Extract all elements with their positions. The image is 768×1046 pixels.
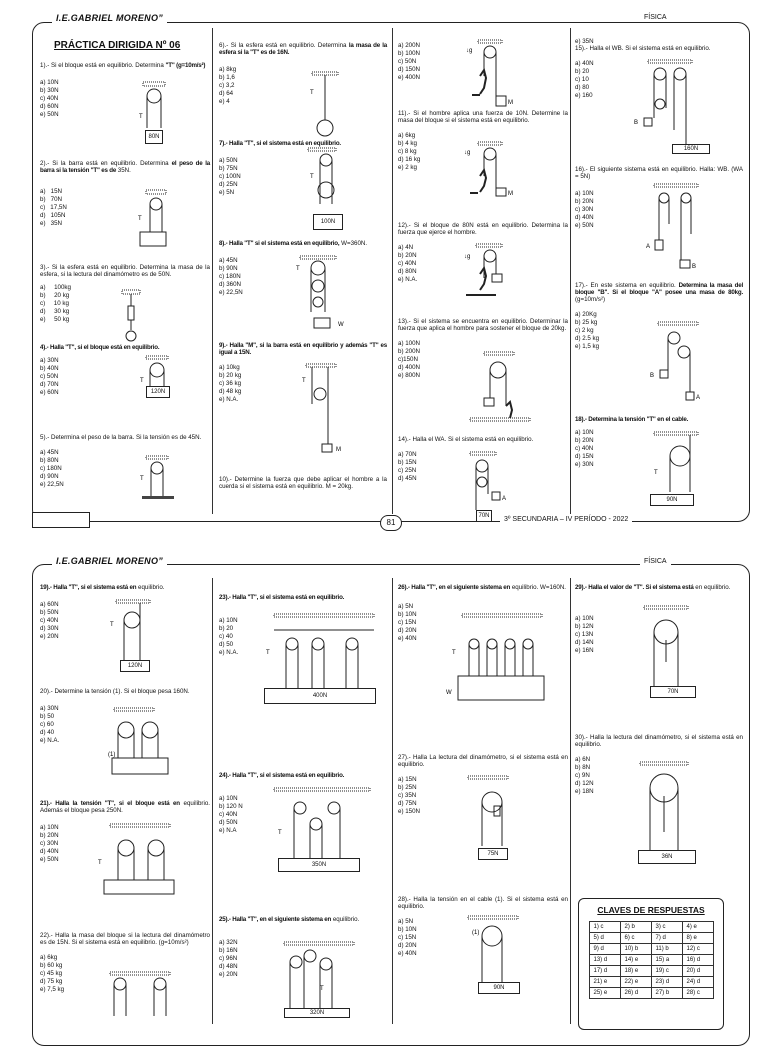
block-weight: 70N — [476, 510, 492, 522]
question-2: 2).- Si la barra está en equilibrio. Determina el peso de la barra si la tensión "T" es de 35N. a) 15N b) 70N c) 17,5N d) 105N e) 35N — [40, 160, 210, 228]
man-pulley-diagram — [462, 244, 522, 300]
question-11: 11).- Si el hombre aplica una fuerza de 10N. Determine la masa del bloque si el sistema está en equilibrio. a) 6kg b) 4 kg c) 8 kg d) 16 kg e) 2 kg — [398, 110, 568, 172]
answer-key-cell: 9) d — [589, 944, 620, 955]
answer-key-row — [589, 922, 713, 933]
pulley-diagram — [298, 148, 348, 218]
answer-options: a) 10N b) 20N c) 30N d) 40N e) 50N — [575, 190, 594, 230]
answer-options: a) 60N b) 50N c) 40N d) 30N e) 20N — [40, 601, 59, 641]
question-28: 28).- Halla la tensión en el cable (1). Si el sistema está en equilibrio. a) 5N b) 10N c) 15N d) 20N e) 40N — [398, 896, 568, 958]
pulley-system-diagram — [650, 322, 714, 402]
answer-key-cell: 11) b — [651, 944, 682, 955]
svg-text:T: T — [110, 622, 114, 628]
question-13: 13).- Si el sistema se encuentra en equilibrio. Determinar la fuerza que aplica el hombre para sostener el bloque de 20kg. a) 100N b) 200N c)150N d) 400N e) 800N — [398, 318, 568, 380]
question-30: 30).- Halla la lectura del dinamómetro, si el sistema está en equilibrio. a) 6N b) 8N c) 9N d) 12N e) 18N — [575, 734, 743, 796]
answer-key — [578, 898, 724, 1030]
answer-options: a) 10N b) 30N c) 40N d) 60N e) 50N — [40, 79, 59, 119]
man-pulley-diagram — [470, 352, 540, 424]
man-pulley-diagram — [462, 40, 522, 106]
svg-text:T: T — [654, 470, 658, 476]
block-weight: 36N — [638, 850, 696, 864]
svg-text:↓g: ↓g — [464, 150, 471, 156]
answer-key-cell: 14) e — [620, 955, 651, 966]
dynamometer-diagram — [122, 290, 152, 350]
answer-key-cell: 13) d — [589, 955, 620, 966]
answer-key-cell: 22) e — [620, 977, 651, 988]
svg-text:A: A — [696, 395, 701, 401]
block-weight: 75N — [478, 848, 508, 860]
block-weight: 400N — [264, 688, 376, 704]
answer-key-row — [589, 933, 713, 944]
block-weight: 120N — [120, 660, 150, 672]
question-8: 8).- Halla "T" si el sistema está en equilibrio, W=360N. a) 45N b) 90N c) 180N d) 360N e) 22,5N — [219, 240, 387, 297]
header-subject: FÍSICA — [640, 558, 671, 565]
answer-key-cell: 27) b — [651, 988, 682, 999]
answer-options: a) 70N b) 15N c) 25N d) 45N — [398, 451, 417, 483]
pulley-system-diagram — [100, 708, 180, 778]
answer-key-cell: 21) e — [589, 977, 620, 988]
answer-key-cell: 6) c — [620, 933, 651, 944]
answer-options: a) 32N b) 16N c) 96N d) 48N e) 20N — [219, 939, 238, 979]
question-14: 14).- Halla el WA. Si el sistema está en equilibrio. a) 70N b) 15N c) 25N d) 45N — [398, 436, 568, 483]
answer-options: a) 5N b) 10N c) 15N d) 20N e) 40N — [398, 603, 417, 643]
column-divider — [212, 578, 213, 1024]
answer-options: a) 10N b) 120 N c) 40N d) 50N e) N.A — [219, 795, 243, 835]
block-weight: 90N — [650, 494, 694, 506]
pulley-block-diagram — [462, 452, 522, 512]
answer-options: a) 50N b) 75N c) 100N d) 25N e) 5N — [219, 157, 241, 197]
answer-options: a) 40N b) 20 c) 10 d) 80 e) 160 — [575, 60, 594, 100]
answer-options: a) 30N b) 50 c) 60 d) 40 e) N.A. — [40, 705, 60, 745]
pulley-system-diagram — [292, 256, 352, 336]
question-20: 20).- Determine la tensión (1). Si el bloque pesa 160N. a) 30N b) 50 c) 60 d) 40 e) N.A. — [40, 688, 210, 745]
svg-text:A: A — [502, 496, 507, 502]
answer-key-cell: 4) e — [682, 922, 713, 933]
svg-text:T: T — [139, 114, 143, 120]
answer-key-row — [589, 977, 713, 988]
answer-key-cell: 26) d — [620, 988, 651, 999]
answer-options: a) 45N b) 80N c) 180N d) 90N e) 22,5N — [40, 449, 64, 489]
svg-text:↓g: ↓g — [464, 254, 471, 260]
pulley-diagram — [110, 600, 170, 664]
answer-options: a) 100N b) 200N c)150N d) 400N e) 800N — [398, 340, 421, 380]
answer-options: a) 8kg b) 1,6 c) 3,2 d) 64 e) 4 — [219, 66, 237, 106]
block-weight: 100N — [313, 214, 343, 230]
answer-options: a) 45N b) 90N c) 180N d) 360N e) 22,5N — [219, 257, 243, 297]
bar-pulley-diagram — [298, 364, 362, 458]
answer-key-row — [589, 988, 713, 999]
answer-options: a) 10N b) 20N c) 30N d) 40N e) 50N — [40, 824, 59, 864]
pulley-system-diagram — [270, 788, 380, 864]
answer-key-cell: 25) e — [589, 988, 620, 999]
answer-options: a) 10kg b) 20 kg c) 36 kg d) 48 kg e) N.A. — [219, 364, 242, 404]
answer-key-cell: 12) c — [682, 944, 713, 955]
column-divider — [570, 578, 571, 1024]
answer-key-row — [589, 944, 713, 955]
bar-diagram — [138, 190, 178, 250]
answer-options: a) 20Kg b) 25 kg c) 2 kg d) 2.5 kg e) 1,5 kg — [575, 311, 600, 351]
column-divider — [212, 28, 213, 514]
worksheet-page-2 — [0, 540, 768, 1024]
answer-key-cell: 10) b — [620, 944, 651, 955]
page-number: 81 — [380, 515, 402, 531]
column-divider — [570, 28, 571, 514]
block-weight: 80N — [145, 130, 163, 144]
svg-text:W: W — [338, 322, 344, 328]
svg-text:M: M — [508, 191, 513, 197]
answer-options: a) 30N b) 40N c) 50N d) 70N e) 60N — [40, 357, 59, 397]
column-divider — [392, 28, 393, 514]
previous-option: e) 35N — [575, 38, 594, 45]
svg-text:W: W — [446, 690, 452, 696]
answer-key-cell: 8) e — [682, 933, 713, 944]
answer-options: a) 100kg b) 20 kg c) 10 kg d) 30 kg e) 50 kg — [40, 284, 71, 324]
question-6: 6).- Si la esfera está en equilibrio. Determina la masa de la esfera si la "T" es de 16N. a) 8kg b) 1,6 c) 3,2 d) 64 e) 4 — [219, 42, 387, 106]
answer-options: a) 10N b) 20N c) 40N d) 15N e) 30N — [575, 429, 594, 469]
block-weight: 160N — [672, 144, 710, 154]
question-15: e) 35N 15).- Halla el WB. Si el sistema está en equilibrio. a) 40N b) 20 c) 10 d) 80 e) 160 — [575, 38, 743, 100]
question-3: 3).- Si la esfera está en equilibrio. Determina la masa de la esfera, si la lectura del dinamómetro es de 50N. a) 100kg b) 20 kg c) 10 kg d) 30 kg e) 50 kg — [40, 264, 210, 324]
pulley-diagram — [640, 606, 700, 686]
answer-options: a) 6kg b) 60 kg c) 45 kg d) 75 kg e) 7,5 kg — [40, 954, 65, 994]
answer-options: a) 6kg b) 4 kg c) 8 kg d) 16 kg e) 2 kg — [398, 132, 421, 172]
question-text: 1).- Si el bloque está en equilibrio. Determina — [40, 62, 166, 69]
block-weight: 320N — [284, 1008, 350, 1018]
question-25: 25).- Halla "T", en el siguiente sistema en equilibrio. a) 32N b) 16N c) 96N d) 48N e) 20N — [219, 916, 387, 979]
question-10: 10).- Determine la fuerza que debe aplicar el hombre a la cuerda si el sistema está en equilibrio. M = 20kg. — [219, 476, 387, 490]
question-17: 17).- En este sistema en equilibrio. Determina la masa del bloque "B". Si el bloque "A" posee una masa de 80kg. (g=10m/s²) a) 20Kg b) 25 kg c) 2 kg d) 2.5 kg e) 1,5 kg — [575, 282, 743, 351]
question-26: 26).- Halla "T", en el siguiente sistema en equilibrio. W=160N. a) 5N b) 10N c) 15N d) 20N e) 40N — [398, 584, 567, 643]
answer-key-cell: 23) d — [651, 977, 682, 988]
svg-text:A: A — [646, 244, 651, 250]
svg-text:B: B — [650, 373, 655, 379]
pulley-system-diagram — [646, 184, 710, 270]
svg-text:T: T — [140, 378, 144, 384]
svg-text:T: T — [138, 216, 142, 222]
pulley-system-diagram — [634, 60, 710, 150]
answer-key-cell: 20) d — [682, 966, 713, 977]
svg-text:T: T — [266, 650, 270, 656]
svg-text:T: T — [310, 90, 314, 96]
pulley-system-diagram — [280, 942, 380, 1012]
question-9: 9).- Halla "M", si la barra está en equilibrio y además "T" es igual a 15N. a) 10kg b) 20 kg c) 36 kg d) 48 kg e) N.A. — [219, 342, 387, 404]
question-29: 29).- Halla el valor de "T". Si el sistema está en equilibrio. a) 10N b) 12N c) 13N d) 14N e) 16N — [575, 584, 743, 655]
question-21: 21).- Halla la tensión "T", si el bloque está en equilibrio. Además el bloque pesa 250N. a) 10N b) 20N c) 30N d) 40N e) 50N — [40, 800, 210, 864]
pulley-diagram — [462, 776, 522, 846]
answer-key-cell: 3) c — [651, 922, 682, 933]
pulley-system-diagram — [448, 614, 558, 704]
question-7: 7).- Halla "T", si el sistema está en equilibrio. a) 50N b) 75N c) 100N d) 25N e) 5N — [219, 140, 387, 197]
answer-key-cell: 1) c — [589, 922, 620, 933]
answer-key-cell: 7) d — [651, 933, 682, 944]
svg-text:T: T — [98, 860, 102, 866]
svg-text:B: B — [692, 264, 697, 270]
answer-key-cell: 18) e — [620, 966, 651, 977]
answer-options: a) 4N b) 20N c) 40N d) 80N e) N.A. — [398, 244, 418, 284]
answer-options: a) 200N b) 100N c) 50N d) 150N e) 400N — [398, 42, 421, 82]
answer-options: a) 5N b) 10N c) 15N d) 20N e) 40N — [398, 918, 417, 958]
header-author: I.E.GABRIEL MORENO” — [52, 13, 167, 23]
question-19: 19).- Halla "T", si el sistema está en equilibrio. a) 60N b) 50N c) 40N d) 30N e) 20N — [40, 584, 210, 641]
answer-options: a) 15N b) 25N c) 35N d) 75N e) 150N — [398, 776, 421, 816]
answer-key-cell: 5) d — [589, 933, 620, 944]
question-5: 5).- Determina el peso de la barra. Si la tensión es de 45N. a) 45N b) 80N c) 180N d) 90N e) 22,5N — [40, 434, 210, 489]
question-24: 24).- Halla "T", si el sistema está en equilibrio. a) 10N b) 120 N c) 40N d) 50N e) N.A — [219, 772, 387, 835]
answer-key-table — [589, 921, 714, 999]
answer-key-cell: 2) b — [620, 922, 651, 933]
question-16: 16).- El siguiente sistema está en equilibrio. Halla: WB. (WA = 5N) a) 10N b) 20N c) 30N d) 40N e) 50N — [575, 166, 743, 230]
question-text-bold: "T" (g=10m/s²) — [165, 62, 206, 69]
header-author: I.E.GABRIEL MORENO” — [52, 556, 167, 566]
svg-text:T: T — [320, 986, 324, 992]
svg-text:M: M — [508, 100, 513, 106]
question-27: 27).- Halla La lectura del dinamómetro, si el sistema está en equilibrio. a) 15N b) 25N c) 35N d) 75N e) 150N — [398, 754, 568, 816]
question-22: 22).- Halla la masa del bloque si la lectura del dinamómetro es de 15N. Si el sistema está en equilibrio. (g=10m/s²) a) 6kg b) 60 kg c) 45 kg d) 75 kg e) 7,5 kg — [40, 932, 210, 994]
answer-options: a) 10N b) 12N c) 13N d) 14N e) 16N — [575, 615, 594, 655]
question-4: 4).- Halla "T", si el bloque está en equilibrio. a) 30N b) 40N c) 50N d) 70N e) 60N — [40, 344, 210, 397]
pulley-system-diagram — [262, 614, 382, 694]
svg-text:(1): (1) — [108, 752, 116, 758]
footer-grade: 3º SECUNDARIA – IV PERÍODO - 2022 — [500, 516, 632, 523]
pulley-system-diagram — [104, 972, 184, 1016]
column-divider — [392, 578, 393, 1024]
answer-key-cell: 24) d — [682, 977, 713, 988]
svg-text:T: T — [140, 476, 144, 482]
block-weight: 90N — [478, 982, 520, 994]
svg-text:M: M — [336, 447, 341, 453]
block-weight: 120N — [146, 386, 170, 398]
answer-key-cell: 16) d — [682, 955, 713, 966]
pulley-diagram — [462, 916, 532, 986]
sphere-diagram — [310, 72, 350, 142]
svg-text:T: T — [278, 830, 282, 836]
question-12: 12).- Si el bloque de 80N está en equilibrio. Determina la fuerza que ejerce el hombre. a) 4N b) 20N c) 40N d) 80N e) N.A. — [398, 222, 568, 284]
answer-options: a) 15N b) 70N c) 17,5N d) 105N e) 35N — [40, 188, 67, 228]
answer-options: a) 10N b) 20 c) 40 d) 50 e) N.A. — [219, 617, 239, 657]
question-23: 23).- Halla "T", si el sistema está en equilibrio. a) 10N b) 20 c) 40 d) 50 e) N.A. — [219, 594, 387, 657]
block-weight: 70N — [650, 686, 696, 698]
svg-text:T: T — [302, 378, 306, 384]
svg-text:B: B — [634, 120, 639, 126]
answer-options: a) 6N b) 8N c) 9N d) 12N e) 18N — [575, 756, 594, 796]
answer-key-cell: 15) a — [651, 955, 682, 966]
answer-key-cell: 17) d — [589, 966, 620, 977]
svg-text:↓g: ↓g — [466, 48, 473, 54]
pulley-diagram — [650, 432, 710, 496]
svg-text:(1): (1) — [472, 930, 480, 936]
answer-key-cell: 28) c — [682, 988, 713, 999]
answer-key-title: CLAVES DE RESPUESTAS — [597, 905, 705, 915]
answer-key-row — [589, 955, 713, 966]
pulley-diagram — [634, 762, 704, 852]
block-weight: 350N — [278, 858, 360, 872]
answer-key-cell: 19) c — [651, 966, 682, 977]
man-pulley-diagram — [462, 142, 522, 198]
svg-text:T: T — [310, 174, 314, 180]
question-18: 18).- Determina la tensión "T" en el cable. a) 10N b) 20N c) 40N d) 15N e) 30N — [575, 416, 743, 469]
pulley-system-diagram — [96, 824, 186, 896]
footer-box — [32, 512, 90, 528]
worksheet-title: PRÁCTICA DIRIGIDA Nº 06 — [54, 40, 181, 51]
svg-text:T: T — [296, 266, 300, 272]
header-subject: FÍSICA — [640, 14, 671, 21]
bar-diagram — [140, 456, 180, 502]
svg-text:T: T — [452, 650, 456, 656]
answer-key-row — [589, 966, 713, 977]
